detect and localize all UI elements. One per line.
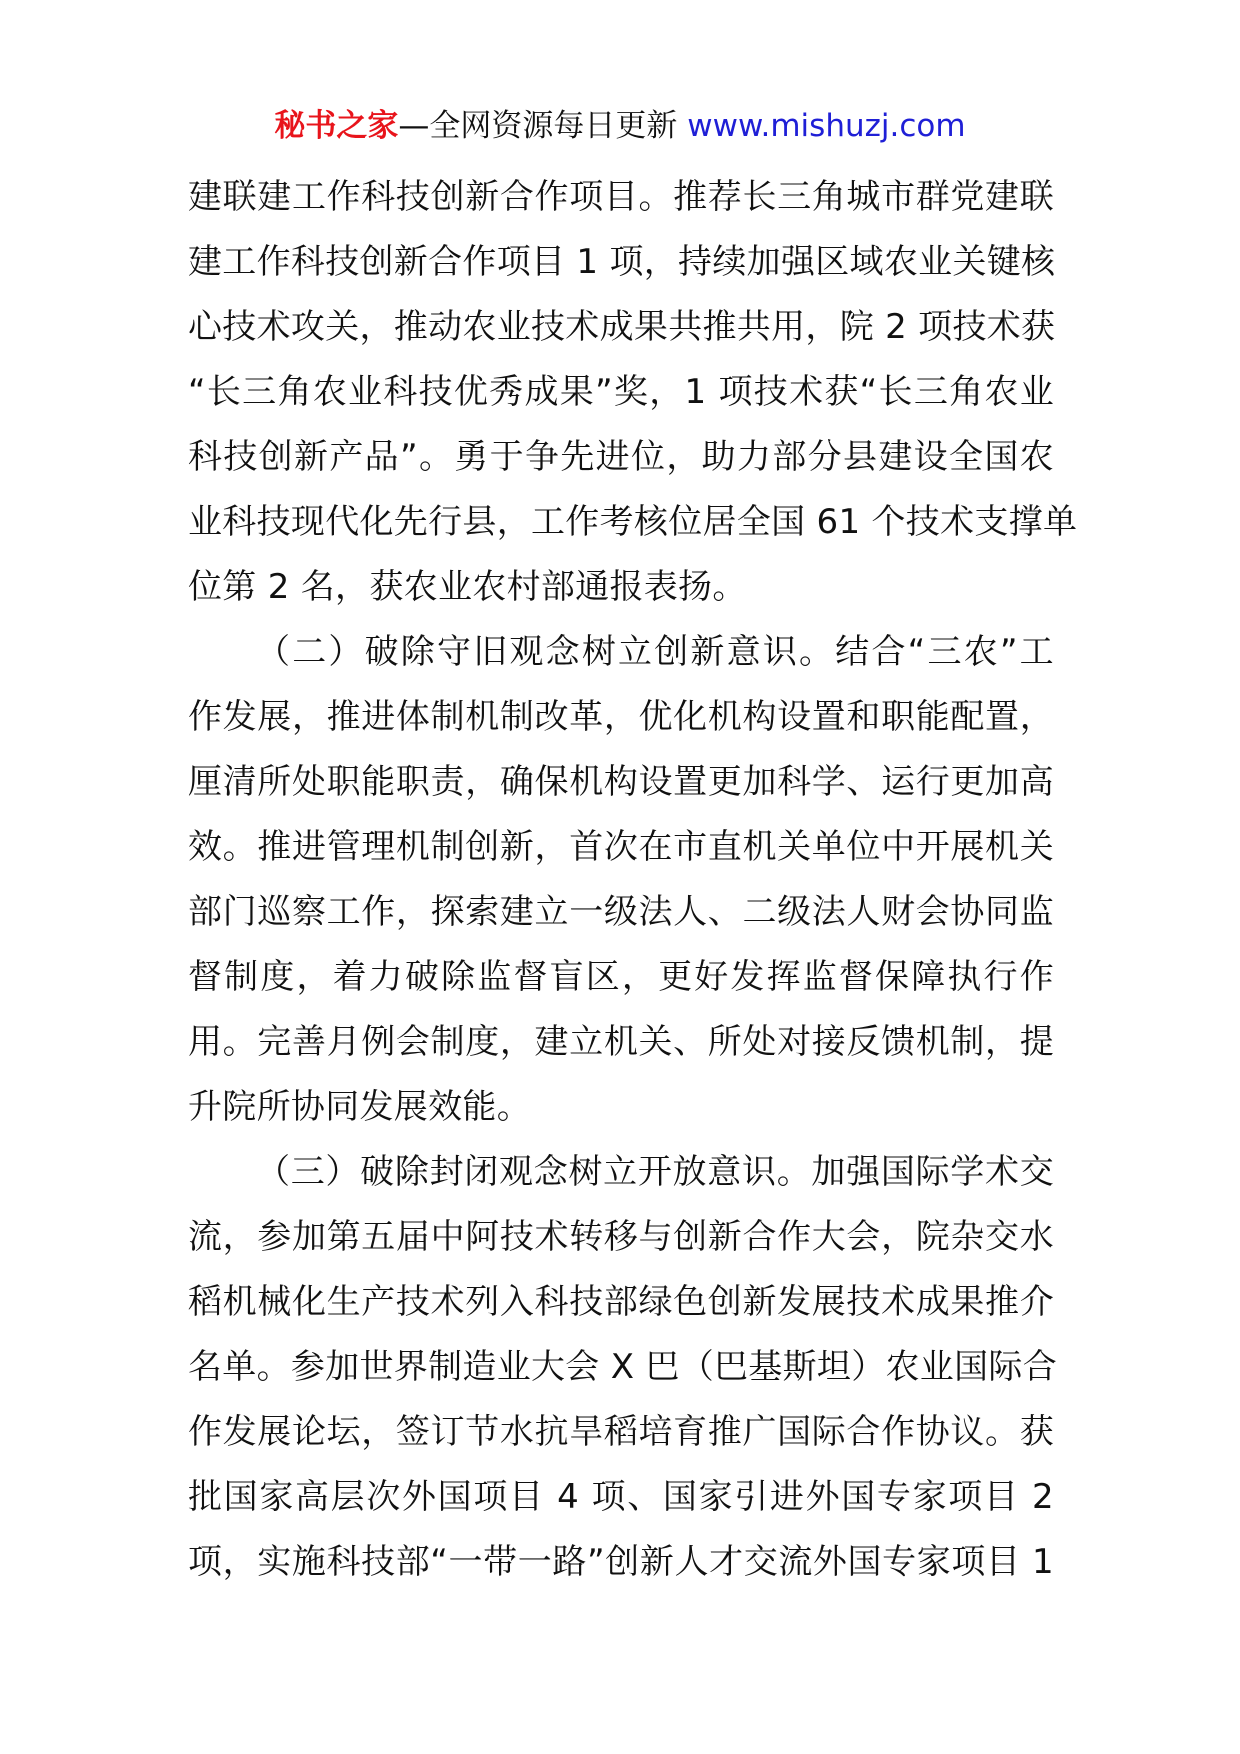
text-line: 批国家高层次外国项目 4 项、国家引进外国专家项目 2	[188, 1477, 1054, 1517]
header-site-link[interactable]: www.mishuzj.com	[687, 108, 966, 144]
header-tagline: —全网资源每日更新	[398, 108, 688, 144]
text-line: 名单。参加世界制造业大会 X 巴（巴基斯坦）农业国际合	[188, 1347, 1058, 1387]
body-text	[188, 165, 1078, 1595]
page-header	[0, 104, 1240, 148]
text-line: 升院所协同发展效能。	[188, 1087, 531, 1127]
text-line: 稻机械化生产技术列入科技部绿色创新发展技术成果推介	[188, 1282, 1054, 1322]
header-brand: 秘书之家	[274, 108, 399, 144]
text-line: 用。完善月例会制度，建立机关、所处对接反馈机制，提	[188, 1022, 1054, 1062]
text-line: 心技术攻关，推动农业技术成果共推共用，院 2 项技术获	[188, 307, 1056, 347]
text-line: 部门巡察工作，探索建立一级法人、二级法人财会协同监	[188, 892, 1054, 932]
text-line: 流，参加第五届中阿技术转移与创新合作大会，院杂交水	[188, 1217, 1054, 1257]
text-line: 建工作科技创新合作项目 1 项，持续加强区域农业关键核	[188, 242, 1056, 282]
section-heading-line: （三）破除封闭观念树立开放意识。加强国际学术交	[256, 1152, 1054, 1192]
text-line: 作发展，推进体制机制改革，优化机构设置和职能配置，	[188, 697, 1054, 737]
text-line: 位第 2 名，获农业农村部通报表扬。	[188, 567, 747, 607]
text-line: 督制度，着力破除监督盲区，更好发挥监督保障执行作	[188, 957, 1054, 997]
text-line: 建联建工作科技创新合作项目。推荐长三角城市群党建联	[188, 177, 1054, 217]
text-line: 项，实施科技部“一带一路”创新人才交流外国专家项目 1	[188, 1542, 1054, 1582]
text-line: 作发展论坛，签订节水抗旱稻培育推广国际合作协议。获	[188, 1412, 1054, 1452]
text-line: 科技创新产品”。勇于争先进位，助力部分县建设全国农	[188, 437, 1054, 477]
text-line: “长三角农业科技优秀成果”奖，1 项技术获“长三角农业	[188, 372, 1054, 412]
text-line: 业科技现代化先行县，工作考核位居全国 61 个技术支撑单	[188, 502, 1078, 542]
text-line: 效。推进管理机制创新，首次在市直机关单位中开展机关	[188, 827, 1054, 867]
section-heading-line: （二）破除守旧观念树立创新意识。结合“三农”工	[256, 632, 1054, 672]
text-line: 厘清所处职能职责，确保机构设置更加科学、运行更加高	[188, 762, 1054, 802]
